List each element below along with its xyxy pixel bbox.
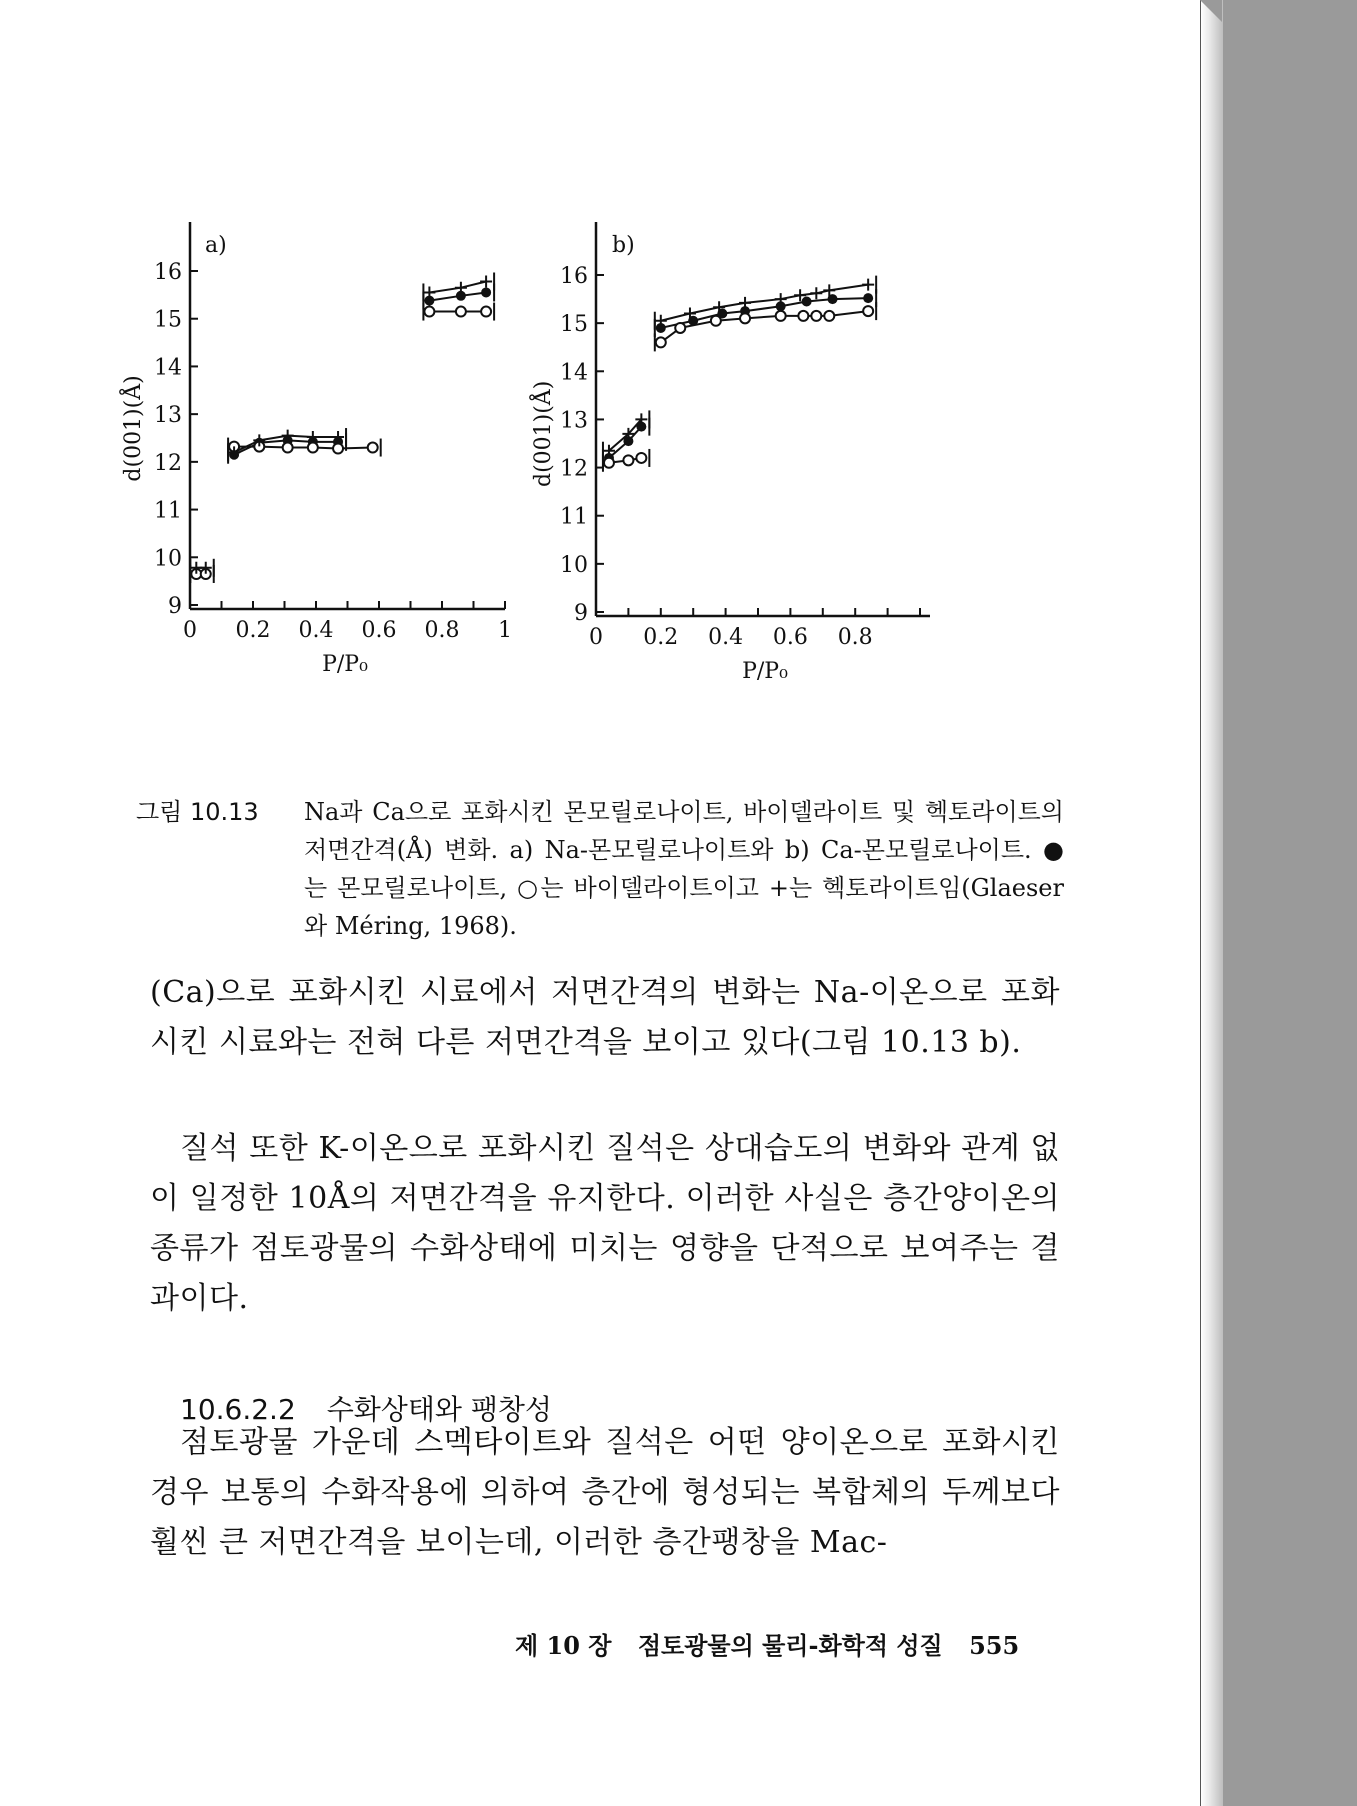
caption-label: 그림 10.13: [136, 798, 259, 826]
data-point-filled: [481, 287, 491, 297]
data-point-plus: [655, 315, 667, 327]
y-tick-label: 15: [560, 312, 588, 338]
data-point-open: [740, 313, 750, 323]
x-tick-label: 0.8: [837, 625, 873, 650]
y-axis-label: d(001)(Å): [531, 380, 556, 488]
data-point-open: [456, 307, 466, 317]
x-tick-label: 0.4: [708, 625, 744, 650]
y-axis-label: d(001)(Å): [121, 375, 146, 482]
page-footer: [515, 1626, 1037, 1661]
x-tick-label: 1: [498, 618, 512, 643]
series-line: [661, 311, 868, 342]
y-tick-label: 10: [154, 546, 182, 572]
footer-title: 점토광물의 물리-화학적 성질: [637, 1631, 943, 1660]
data-point-open: [776, 311, 786, 321]
data-point-plus: [480, 275, 492, 287]
data-point-plus: [810, 287, 822, 299]
y-tick-label: 12: [560, 456, 588, 482]
y-tick-label: 13: [154, 403, 182, 429]
caption-text: Na과 Ca으로 포화시킨 몬모릴로나이트, 바이델라이트 및 헥토라이트의 저면간격(Å) 변화. a) Na-몬모릴로나이트와 b) Ca-몬모릴로나이트. ●는 몬모릴로나이트, ○는 바이델라이트이고 +는 헥토라이트임(Glaeser와 Méring, 1968).: [304, 798, 1064, 940]
figure-10-13: [0, 0, 1200, 780]
page-edge: [1200, 0, 1223, 1806]
data-point-open: [333, 443, 343, 453]
chart-panel-b: [528, 222, 930, 684]
page-number: 555: [969, 1631, 1020, 1660]
y-tick-label: 11: [154, 498, 182, 524]
y-tick-label: 16: [154, 260, 182, 285]
y-tick-label: 12: [154, 450, 182, 476]
data-point-open: [863, 306, 873, 316]
x-tick-label: 0.6: [772, 625, 808, 650]
footer-chapter: 제 10 장: [515, 1631, 612, 1660]
page-corner: [1200, 0, 1222, 22]
section-number: 10.6.2.2: [180, 1393, 296, 1426]
data-point-open: [711, 316, 721, 326]
y-tick-label: 15: [154, 307, 182, 333]
chart-panel-a: [118, 222, 512, 677]
x-tick-label: 0: [183, 618, 197, 643]
series-line: [609, 419, 641, 450]
data-point-open: [675, 323, 685, 333]
data-point-plus: [423, 286, 435, 298]
data-point-open: [824, 311, 834, 321]
x-tick-label: 0.8: [424, 618, 460, 643]
data-point-plus: [739, 297, 751, 309]
y-tick-label: 16: [560, 264, 588, 289]
data-point-plus: [862, 279, 874, 291]
y-tick-label: 9: [574, 601, 588, 626]
data-point-open: [604, 458, 614, 468]
data-point-open: [283, 443, 293, 453]
data-point-open: [368, 443, 378, 453]
x-axis-label: P/P₀: [742, 659, 788, 684]
panel-label: b): [612, 233, 635, 258]
x-tick-label: 0.2: [643, 625, 679, 650]
x-axis-label: P/P₀: [322, 652, 368, 677]
y-tick-label: 14: [560, 360, 588, 386]
section-title: 수화상태와 팽창성: [326, 1393, 552, 1426]
panel-label: a): [205, 233, 227, 258]
y-tick-label: 14: [154, 355, 182, 381]
data-point-open: [656, 337, 666, 347]
data-point-open: [636, 453, 646, 463]
paragraph-1: (Ca)으로 포화시킨 시료에서 저면간격의 변화는 Na-이온으로 포화시킨 시료와는 전혀 다른 저면간격을 보이고 있다(그림 10.13 b).: [150, 975, 1060, 1060]
paragraph-2: 질석 또한 K-이온으로 포화시킨 질석은 상대습도의 변화와 관계 없이 일정한 10Å의 저면간격을 유지한다. 이러한 사실은 층간양이온의 종류가 점토광물의 수화상태에 미치는 영향을 단적으로 보여주는 결과이다.: [150, 1131, 1060, 1316]
y-tick-label: 9: [168, 594, 182, 619]
data-point-open: [424, 307, 434, 317]
data-point-plus: [775, 293, 787, 305]
paragraph-3: 점토광물 가운데 스멕타이트와 질석은 어떤 양이온으로 포화시킨 경우 보통의 수화작용에 의하여 층간에 형성되는 복합체의 두께보다 훨씬 큰 저면간격을 보이는데, 이러한 층간팽창을 Mac-: [150, 1425, 1060, 1560]
data-point-open: [623, 455, 633, 465]
x-tick-label: 0.6: [361, 618, 397, 643]
data-point-filled: [802, 296, 812, 306]
x-tick-label: 0: [589, 625, 603, 650]
y-tick-label: 10: [560, 552, 588, 578]
y-tick-label: 11: [560, 504, 588, 530]
data-point-open: [811, 311, 821, 321]
data-point-open: [481, 307, 491, 317]
data-point-open: [798, 311, 808, 321]
y-tick-label: 13: [560, 408, 588, 434]
data-point-filled: [863, 293, 873, 303]
data-point-plus: [455, 282, 467, 294]
x-tick-label: 0.4: [298, 618, 334, 643]
x-tick-label: 0.2: [235, 618, 271, 643]
data-point-open: [308, 443, 318, 453]
